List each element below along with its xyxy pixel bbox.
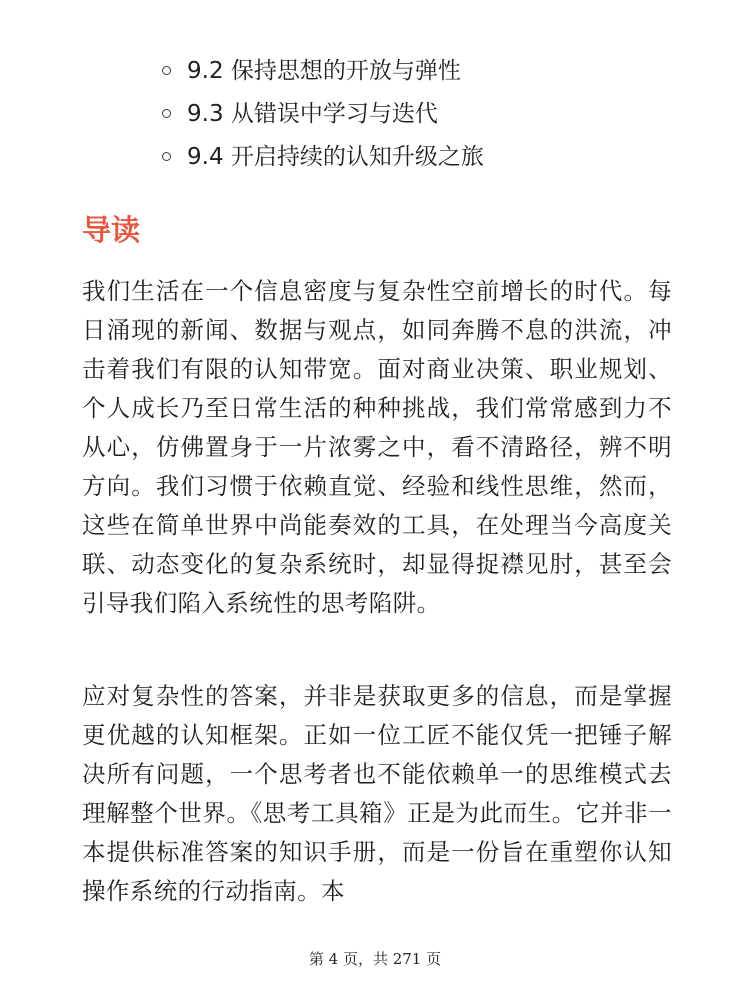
toc-item — [160, 136, 484, 179]
toc-item-label: 9.3 从错误中学习与迭代 — [187, 101, 438, 127]
section-heading: 导读 — [82, 213, 141, 247]
toc-item — [160, 93, 484, 136]
circle-bullet-icon — [162, 152, 171, 161]
toc-item-label: 9.2 保持思想的开放与弹性 — [187, 58, 461, 84]
body-paragraph: 应对复杂性的答案，并非是获取更多的信息，而是掌握更优越的认知框架。正如一位工匠不能仅凭一把锤子解决所有问题，一个思考者也不能依赖单一的思维模式去理解整个世界。《思考工具箱》正是为此而生。它并非一本提供标准答案的知识手册，而是一份旨在重塑你认知操作系统的行动指南。本 — [82, 682, 672, 905]
page-number: 第 4 页，共 271 页 — [308, 950, 442, 968]
circle-bullet-icon — [162, 109, 171, 118]
circle-bullet-icon — [162, 66, 171, 75]
body-paragraph: 我们生活在一个信息密度与复杂性空前增长的时代。每日涌现的新闻、数据与观点，如同奔腾不息的洪流，冲击着我们有限的认知带宽。面对商业决策、职业规划、个人成长乃至日常生活的种种挑战，我们常常感到力不从心，仿佛置身于一片浓雾之中，看不清路径，辨不明方向。我们习惯于依赖直觉、经验和线性思维，然而，这些在简单世界中尚能奏效的工具，在处理当今高度关联、动态变化的复杂系统时，却显得捉襟见肘，甚至会引导我们陷入系统性的思考陷阱。 — [82, 277, 672, 617]
toc-item-label: 9.4 开启持续的认知升级之旅 — [187, 144, 484, 170]
toc-item — [160, 50, 484, 93]
table-of-contents — [160, 50, 484, 179]
